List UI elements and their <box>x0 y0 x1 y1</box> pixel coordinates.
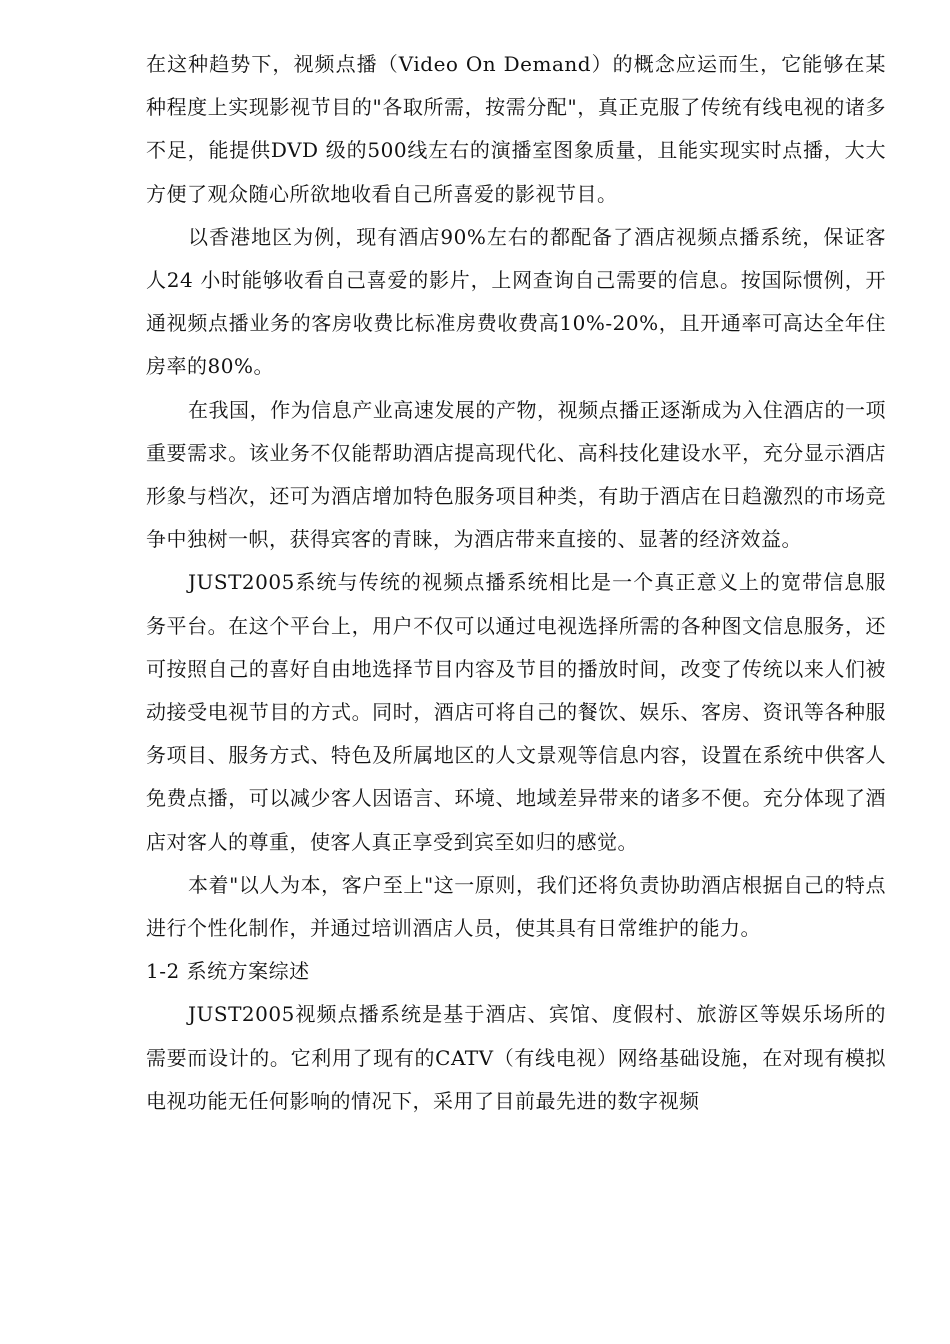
paragraph-customer-first: 本着"以人为本，客户至上"这一原则，我们还将负责协助酒店根据自己的特点进行个性化制作，并通过培训酒店人员，使其具有日常维护的能力。 <box>146 872 886 941</box>
paragraph-hong-kong-example: 以香港地区为例，现有酒店90%左右的都配备了酒店视频点播系统，保证客人24 小时能够收看自己喜爱的影片，上网查询自己需要的信息。按国际惯例，开通视频点播业务的客房收费比标准房费收费高10%-20%，且开通率可高达全年住房率的80%。 <box>146 224 886 379</box>
paragraph-vod-concept: 在这种趋势下，视频点播（Video On Demand）的概念应运而生，它能够在某种程度上实现影视节目的"各取所需，按需分配"，真正克服了传统有线电视的诸多不足，能提供DVD 级的500线左右的演播室图象质量，且能实现实时点播，大大方便了观众随心所欲地收看自己所喜爱的影视节目。 <box>146 52 886 206</box>
paragraph-china-demand: 在我国，作为信息产业高速发展的产物，视频点播正逐渐成为入住酒店的一项重要需求。该业务不仅能帮助酒店提高现代化、高科技化建设水平，充分显示酒店形象与档次，还可为酒店增加特色服务项目种类，有助于酒店在日趋激烈的市场竞争中独树一帜，获得宾客的青睐，为酒店带来直接的、显著的经济效益。 <box>146 397 886 552</box>
paragraph-system-overview: JUST2005视频点播系统是基于酒店、宾馆、度假村、旅游区等娱乐场所的需要而设计的。它利用了现有的CATV（有线电视）网络基础设施，在对现有模拟电视功能无任何影响的情况下，采用了目前最先进的数字视频 <box>146 1002 886 1113</box>
paragraph-just2005-platform: JUST2005系统与传统的视频点播系统相比是一个真正意义上的宽带信息服务平台。在这个平台上，用户不仅可以通过电视选择所需的各种图文信息服务，还可按照自己的喜好自由地选择节目内容及节目的播放时间，改变了传统以来人们被动接受电视节目的方式。同时，酒店可将自己的餐饮、娱乐、客房、资讯等各种服务项目、服务方式、特色及所属地区的人文景观等信息内容，设置在系统中供客人免费点播，可以减少客人因语言、环境、地域差异带来的诸多不便。充分体现了酒店对客人的尊重，使客人真正享受到宾至如归的感觉。 <box>146 570 886 854</box>
section-heading: 1-2 系统方案综述 <box>146 959 310 984</box>
document-body <box>146 43 886 1123</box>
